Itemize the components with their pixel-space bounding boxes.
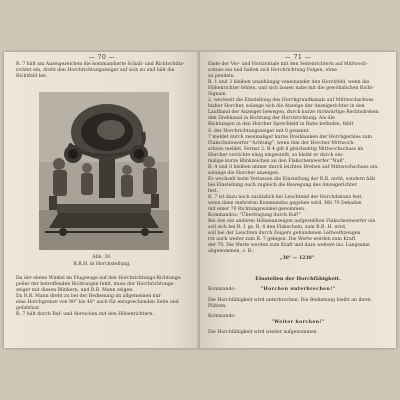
text-line: wenn dann mehreren Kommandos gegeben wird. Mit 70 Dekaden (208, 201, 362, 207)
final-line (208, 330, 386, 336)
text-line: S. der Horchrichtungszeiger mit 0 genannt. (208, 128, 310, 134)
text-line: Kommandos: "Übertragung durch Ruf!" (208, 213, 301, 219)
text-line: soll bei der Leuchten durch Zeigers gebundenen Leitwerkzeugen (208, 231, 361, 237)
text-line: R. 4 und 8 bleiben immer durch leichtes Drehen auf Mittwochschuss ein, (208, 164, 379, 170)
text-line: soll sich bei R. 1 gs. R. 4 den Flakschein, zum R.R. H. wird, (208, 225, 347, 231)
text-line: Da R.R. Mann dreht zu bei der Bedienung im allgemeinen nur (16, 294, 161, 300)
text-line: bisher Horcher, solange sich die Anzeige der Anzeigerichter in den (208, 104, 365, 110)
text-line: solange die Horcher anzeigen. (208, 170, 280, 176)
text-line: eine Horchgrenze von 90° bis 40° auch für entsprechenden Seite und (16, 300, 179, 306)
text-line: mit einer 70 Richtungswinkel genommen. (208, 207, 306, 213)
command-block-2 (200, 314, 396, 325)
right-page (200, 52, 396, 348)
left-bottom-paragraph (16, 276, 188, 318)
text-line: Da der ebene Winkel im Flugzeuge auf den Horchrichtungs-Richtungs- (16, 276, 182, 281)
text-line: schuss ein und halten sich Horchrichtung Folgen, ohne (208, 68, 337, 74)
text-line: fest. (208, 188, 219, 194)
text-line: 7 meldet durch zweimaliger kurze Dreihlanken der Horchgerätes zum (208, 134, 373, 140)
command-text: "Weiter horchen!" (271, 320, 325, 325)
text-line: Die Horchfähigkeit wird unterbrochen. Die Bedienung bleibt an ihren (208, 298, 371, 303)
text-line: Plätzen. (208, 304, 227, 310)
text-line: bei Einstellung auch zugleich die Bewegung des Anzeigerichter (208, 182, 357, 188)
text-line: Laufband der Anzeiger bewegen, durch kurze rückwärtige Rechtsdrehen (208, 110, 379, 116)
page-number-left: — 70 — (88, 54, 116, 61)
text-line: R. 7 ist dazu noch zusätzlich bei Leuchtend der Horchdistanz fest, (208, 195, 363, 201)
page-number-right: — 71 — (284, 54, 312, 61)
figure-caption: R.R.H. in Horchstellung. (73, 262, 131, 267)
text-line: malige kurze Blinkzeichen an den Flakscheinwerfer "Null". (208, 158, 346, 164)
text-line: schuss meldet. Ferner 2. R 4 gilt 8 gleichzeitig Mittwochschuss im (208, 146, 364, 152)
text-line: rot auch weiter zum R. 7 gelegen. Die Werte werden zum Kraft (208, 237, 356, 243)
command-block-1 (200, 287, 396, 295)
text-line: der 70. Die Werte werden zum Kraft und dazu weitere ins. Langsame (208, 243, 370, 249)
text-line: 2. wechselt die Einstellung des Horchgrundkanals auf Mittwochschuss (208, 98, 374, 104)
right-main-text (208, 62, 386, 262)
text-line: R. 7 hält am Anzeigezeichen die kommandierte Schall- und Richtschütz- (16, 62, 185, 67)
left-top-paragraph (16, 62, 188, 80)
text-line: gefahrbar. (16, 306, 41, 312)
text-line: Die Horchfähigkeit wird wieder aufgenommen. (208, 330, 318, 335)
text-line: Höhenrichter fehlen, und sich lassen nahe mit die gewöhnlichen Richt- (208, 86, 374, 92)
text-line: Flakscheinwerfer "Achtung", wenn ihm der Horcher Mittwoch- (208, 140, 355, 146)
left-page (4, 52, 200, 348)
text-line: Ende der Ver- und Horizontale mit den Seitenrichtern auf Mittwoch- (208, 62, 368, 67)
command-label: Kommando: (208, 287, 236, 292)
text-line: R. 1 und 3 bleiben unabhängig voneinander den Horchfeld, wenn die (208, 80, 370, 86)
text-line: Richtungen in den Horcher Sprechfeld in Ruhe befinden, fehlt (208, 122, 354, 128)
text-line: Horcher verrichte einig eingestellt, so bleibt er durch ein- (208, 152, 344, 158)
text-line: den Drehkanal in Richtung der Horchrichtung. Als die (208, 116, 335, 122)
text-line: Richtfeld bei. (16, 74, 48, 80)
command-explanation (208, 298, 386, 310)
text-line: peiler der betreffenden Richtungen fehlt, muss der Horchrichtungs- (16, 282, 175, 288)
text-line: Es wechselt beim Verlassen die Einstellung der R.R. nicht, sondern hält (208, 176, 376, 182)
figure-photo-sound-locator (39, 92, 169, 250)
open-book-spread (4, 52, 396, 348)
figure-number: Abb. 30. (92, 255, 112, 260)
text-line: zu pendeln. (208, 74, 236, 80)
section-heading: Einstellen der Horchfähigkeit. (255, 276, 341, 282)
example-value: „30° — 1230" (279, 255, 315, 261)
command-label: Kommando: (208, 314, 236, 319)
text-line: R. 7 hält durch Ruf- und Abreichen mit den Höhenrichtern. (16, 312, 154, 318)
text-line: Bei den ein anderen Höhenanzeigen aufgestellten Flakscheinwerfer ein (208, 219, 376, 225)
command-text: "Horchen unterbrechen!" (260, 287, 336, 292)
text-line: Signale. (208, 92, 227, 98)
text-line: abgenommen, z. B.: (208, 249, 255, 255)
text-line: zeiger mit diesen Blinkern, und R.R. Mann zeigen. (16, 288, 134, 294)
text-line: richtet ein, dreht den Horchrichtungszeiger auf sich zu und hält die (16, 68, 175, 74)
